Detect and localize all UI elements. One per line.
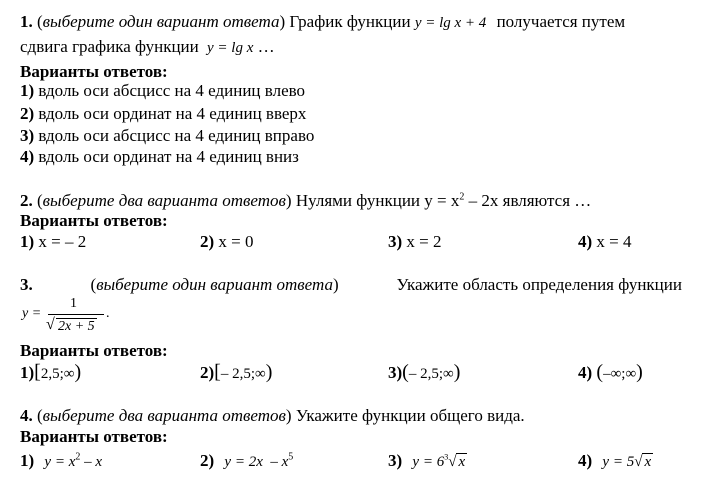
q3-instruction-wrap — [91, 275, 339, 295]
q4-option-4-lhs: y = 5 — [602, 454, 635, 470]
q1-text-c: сдвига графика функции — [20, 37, 199, 56]
q4-paren-close: ) — [285, 406, 292, 425]
q1-ellipsis: … — [257, 37, 275, 56]
q4-option-1-lhs: y = x — [44, 454, 76, 470]
q1-formula-b: y = lg x — [207, 40, 254, 56]
q3-option-1-num: 1) — [20, 363, 35, 382]
q3-option-4-num: 4) — [578, 363, 593, 382]
q3-option-4-interval: –∞;∞ — [603, 366, 637, 382]
q4-option-3[interactable] — [388, 451, 467, 472]
q3-option-1[interactable] — [20, 362, 81, 384]
q2-option-3-text: x = 2 — [402, 232, 442, 251]
q1-instruction: выберите один вариант ответа — [42, 12, 280, 31]
q1-paren-close: ) — [279, 12, 286, 31]
q2-option-2-text: x = 0 — [214, 232, 254, 251]
q3-period: . — [106, 306, 110, 321]
q4-option-4-sqrt-sign: √ — [634, 454, 643, 470]
q4-text: Укажите функции общего вида. — [295, 406, 525, 425]
q2-option-1-num: 1) — [20, 232, 35, 251]
q4-option-4[interactable] — [578, 451, 653, 472]
q1-option-2-num: 2) — [20, 104, 35, 123]
q3-option-2[interactable] — [200, 362, 272, 384]
q3-option-1-close: ) — [74, 361, 82, 383]
q1-option-4-num: 4) — [20, 147, 35, 166]
q4-instruction: выберите два варианта ответов — [42, 406, 286, 425]
q2-option-3-num: 3) — [388, 232, 403, 251]
q1-text-b: получается путем — [496, 12, 626, 31]
q4-option-2[interactable] — [200, 451, 293, 472]
q1-line1 — [20, 12, 682, 33]
q4-option-3-sqrt-sign: √ — [448, 454, 457, 470]
q3-option-2-num: 2) — [200, 363, 215, 382]
q1-option-4-text: вдоль оси ординат на 4 единиц вниз — [38, 147, 299, 166]
q1-option-1[interactable] — [20, 81, 305, 101]
q1-text-a: График функции — [289, 12, 411, 31]
q3-formula-lhs: y = — [22, 306, 42, 321]
q1-paren-open: ( — [37, 12, 43, 31]
q3-answers-label: Варианты ответов: — [20, 341, 168, 360]
q2-option-1-text: x = – 2 — [34, 232, 87, 251]
q4-option-2-lhs: y = 2x – x — [224, 454, 289, 470]
q2-paren-open: ( — [37, 191, 43, 210]
q1-number: 1. — [20, 12, 33, 31]
q4-option-4-num: 4) — [578, 451, 593, 470]
q2-option-3[interactable] — [388, 232, 442, 252]
q4-option-3-root-index: 3 — [444, 452, 449, 462]
q4-option-3-radicand: x — [458, 454, 466, 470]
q1-option-1-text: вдоль оси абсцисс на 4 единиц влево — [38, 81, 306, 100]
q3-option-1-open: [ — [34, 361, 41, 383]
q1-line2 — [20, 37, 275, 58]
q3-option-4[interactable] — [578, 362, 643, 384]
q4-option-1-sup: 2 — [75, 451, 81, 463]
q1-option-4[interactable] — [20, 147, 299, 167]
q2-answers-label: Варианты ответов: — [20, 211, 168, 230]
q2-instruction: выберите два варианта ответов — [42, 191, 286, 210]
q4-answers-label: Варианты ответов: — [20, 427, 168, 446]
q3-line1 — [20, 275, 682, 295]
q2-option-2-num: 2) — [200, 232, 215, 251]
q2-option-2[interactable] — [200, 232, 254, 252]
q3-radicand: 2x + 5 — [58, 319, 95, 334]
q2-option-4[interactable] — [578, 232, 632, 252]
q2-option-4-text: x = 4 — [592, 232, 632, 251]
q3-option-3-interval: – 2,5;∞ — [408, 366, 454, 382]
q1-option-1-num: 1) — [20, 81, 35, 100]
q4-option-1-tail: – x — [80, 454, 103, 470]
q4-option-3-num: 3) — [388, 451, 403, 470]
q1-formula-a: y = lg x + 4 — [414, 15, 487, 31]
q2-option-1[interactable] — [20, 232, 86, 252]
q2-line1 — [20, 191, 591, 211]
q3-instruction: выберите один вариант ответа — [96, 275, 333, 294]
q3-paren-open: ( — [90, 275, 97, 294]
q4-line1 — [20, 406, 525, 426]
q2-sup: 2 — [459, 191, 465, 203]
q3-numerator: 1 — [70, 296, 77, 311]
q3-option-3[interactable] — [388, 362, 460, 384]
q2-text: Нулями функции y = x — [295, 191, 460, 210]
q4-option-1[interactable] — [20, 451, 102, 472]
q2-paren-close: ) — [285, 191, 292, 210]
q4-option-3-lhs: y = 6 — [412, 454, 445, 470]
q3-option-3-open: ( — [402, 361, 409, 383]
q1-option-3[interactable] — [20, 126, 314, 146]
q3-option-2-close: ) — [265, 361, 273, 383]
q3-option-2-open: [ — [214, 361, 221, 383]
q2-number: 2. — [20, 191, 33, 210]
q2-text-tail: – 2x являются … — [464, 191, 592, 210]
q4-paren-open: ( — [37, 406, 43, 425]
q4-option-2-num: 2) — [200, 451, 215, 470]
q4-option-2-sup: 5 — [288, 451, 294, 463]
q2-option-4-num: 4) — [578, 232, 593, 251]
q3-option-2-interval: – 2,5;∞ — [220, 366, 266, 382]
q3-fraction-bar — [48, 314, 104, 315]
q3-option-4-open: ( — [596, 361, 604, 383]
q3-option-1-interval: 2,5;∞ — [40, 366, 75, 382]
q3-option-3-close: ) — [453, 361, 461, 383]
q3-text: Укажите область определения функции — [396, 275, 682, 294]
q1-option-2[interactable] — [20, 104, 306, 124]
q1-answers-label: Варианты ответов: — [20, 62, 168, 81]
q1-option-2-text: вдоль оси ординат на 4 единиц вверх — [38, 104, 307, 123]
q4-option-4-radicand: x — [644, 454, 652, 470]
q3-paren-close: ) — [333, 275, 339, 294]
q4-number: 4. — [20, 406, 33, 425]
q4-option-1-num: 1) — [20, 451, 35, 470]
q3-option-3-num: 3) — [388, 363, 403, 382]
q3-sqrt-sign: √ — [46, 316, 55, 333]
q1-option-3-text: вдоль оси абсцисс на 4 единиц вправо — [38, 126, 315, 145]
q3-number: 3. — [20, 275, 33, 294]
q3-option-4-close: ) — [636, 361, 643, 383]
q1-option-3-num: 3) — [20, 126, 35, 145]
